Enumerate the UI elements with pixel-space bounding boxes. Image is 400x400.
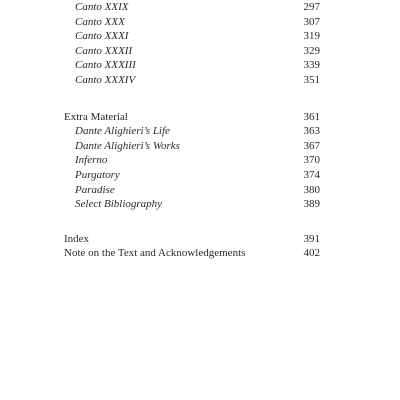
toc-entry-page: 361 bbox=[303, 110, 320, 123]
toc-entry-title: Dante Alighieri’s Life bbox=[75, 125, 170, 138]
toc-entry-purgatory[interactable] bbox=[64, 168, 320, 183]
toc-entry-canto-xxxiii[interactable] bbox=[64, 58, 320, 73]
toc-entry-title: Canto XXIX bbox=[75, 1, 129, 13]
toc-entry-page: 363 bbox=[303, 125, 320, 138]
toc-entry-inferno[interactable] bbox=[64, 153, 320, 168]
toc-entry-title: Canto XXX bbox=[75, 15, 125, 28]
toc-entry-title: Dante Alighieri’s Works bbox=[75, 139, 180, 152]
toc-entry-paradise[interactable] bbox=[64, 183, 320, 198]
toc-entry-title: Canto XXXIII bbox=[75, 59, 136, 72]
toc-entry-title: Extra Material bbox=[64, 110, 128, 123]
section-spacer bbox=[64, 212, 320, 232]
toc-entry-title: Canto XXXI bbox=[75, 30, 129, 43]
toc-entry-select-bibliography[interactable] bbox=[64, 197, 320, 212]
toc-entry-page: 402 bbox=[303, 247, 320, 260]
toc-entry-title: Inferno bbox=[75, 154, 108, 167]
toc-entry-canto-xxx[interactable] bbox=[64, 15, 320, 30]
toc-entry-title: Canto XXXIV bbox=[75, 73, 136, 86]
toc-entry-title: Select Bibliography bbox=[75, 198, 163, 211]
toc-entry-page: 297 bbox=[303, 1, 320, 13]
toc-entry-page: 319 bbox=[303, 30, 320, 43]
toc-entry-canto-xxix[interactable] bbox=[64, 0, 320, 15]
toc-entry-title: Paradise bbox=[75, 183, 115, 196]
table-of-contents bbox=[64, 0, 320, 261]
toc-entry-extra-material[interactable] bbox=[64, 110, 320, 125]
toc-entry-page: 389 bbox=[303, 198, 320, 211]
toc-entry-page: 374 bbox=[303, 168, 320, 181]
toc-entry-page: 307 bbox=[303, 15, 320, 28]
toc-entry-canto-xxxii[interactable] bbox=[64, 44, 320, 59]
toc-entry-page: 329 bbox=[303, 44, 320, 57]
toc-entry-page: 391 bbox=[303, 232, 320, 245]
section-spacer bbox=[64, 88, 320, 110]
toc-entry-page: 380 bbox=[303, 183, 320, 196]
toc-entry-page: 367 bbox=[303, 139, 320, 152]
toc-entry-title: Index bbox=[64, 232, 90, 245]
toc-entry-canto-xxxi[interactable] bbox=[64, 29, 320, 44]
toc-entry-title: Purgatory bbox=[75, 168, 120, 181]
toc-entry-dante-life[interactable] bbox=[64, 124, 320, 139]
toc-entry-title: Canto XXXII bbox=[75, 44, 133, 57]
toc-entry-canto-xxxiv[interactable] bbox=[64, 73, 320, 88]
toc-entry-page: 351 bbox=[303, 73, 320, 86]
toc-entry-page: 339 bbox=[303, 59, 320, 72]
toc-entry-note-on-text[interactable] bbox=[64, 246, 320, 261]
toc-entry-index[interactable] bbox=[64, 232, 320, 247]
toc-entry-page: 370 bbox=[303, 154, 320, 167]
toc-entry-dante-works[interactable] bbox=[64, 139, 320, 154]
toc-entry-title: Note on the Text and Acknowledgements bbox=[64, 247, 246, 260]
